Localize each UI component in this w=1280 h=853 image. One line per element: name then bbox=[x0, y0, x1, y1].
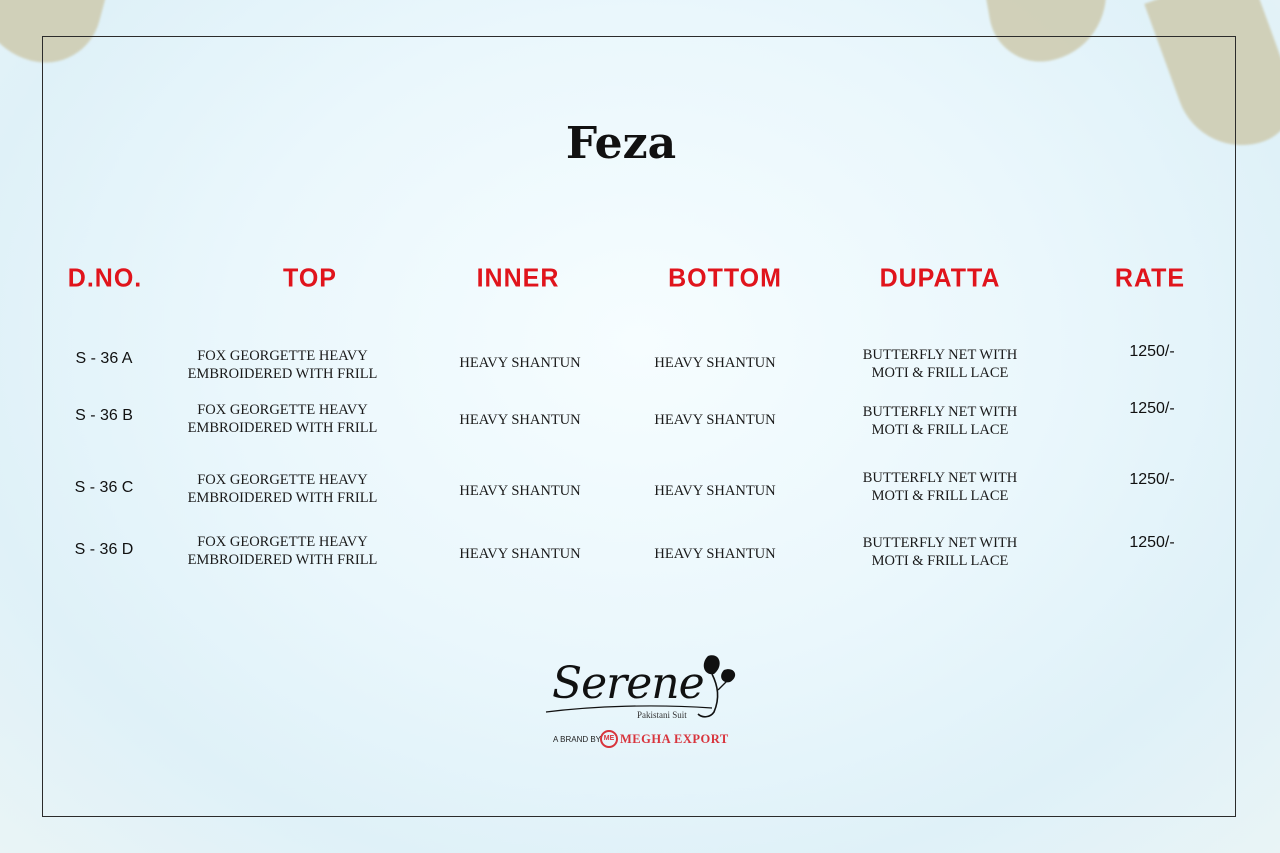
inner-cell: HEAVY SHANTUN bbox=[459, 483, 581, 499]
brand-logo bbox=[540, 650, 760, 760]
bottom-cell: HEAVY SHANTUN bbox=[654, 412, 776, 428]
top-line-1: FOX GEORGETTE HEAVY bbox=[197, 534, 368, 550]
rate-cell: 1250/- bbox=[1129, 343, 1175, 360]
dupatta-line-1: BUTTERFLY NET WITH bbox=[862, 535, 1018, 551]
top-line-2: EMBROIDERED WITH FRILL bbox=[187, 366, 378, 382]
brand-by-label: A BRAND BY bbox=[553, 735, 602, 744]
top-line-2: EMBROIDERED WITH FRILL bbox=[187, 490, 378, 506]
dno-cell: S - 36 D bbox=[74, 541, 134, 558]
top-cell bbox=[160, 347, 405, 383]
top-cell bbox=[160, 533, 405, 569]
header-inner: INNER bbox=[476, 263, 560, 293]
dno-cell: S - 36 A bbox=[75, 350, 133, 367]
top-line-2: EMBROIDERED WITH FRILL bbox=[187, 420, 378, 436]
underline-swash-icon bbox=[544, 700, 714, 716]
page-title: Feza bbox=[565, 118, 677, 169]
dupatta-line-2: MOTI & FRILL LACE bbox=[871, 553, 1009, 569]
dupatta-line-1: BUTTERFLY NET WITH bbox=[862, 470, 1018, 486]
header-rate: RATE bbox=[1114, 263, 1186, 293]
inner-cell: HEAVY SHANTUN bbox=[459, 412, 581, 428]
bottom-cell: HEAVY SHANTUN bbox=[654, 355, 776, 371]
top-line-1: FOX GEORGETTE HEAVY bbox=[197, 348, 368, 364]
dupatta-line-2: MOTI & FRILL LACE bbox=[871, 422, 1009, 438]
inner-cell: HEAVY SHANTUN bbox=[459, 546, 581, 562]
dupatta-cell bbox=[840, 469, 1040, 505]
rate-cell: 1250/- bbox=[1129, 471, 1175, 488]
top-cell bbox=[160, 471, 405, 507]
dupatta-line-1: BUTTERFLY NET WITH bbox=[862, 404, 1018, 420]
top-line-1: FOX GEORGETTE HEAVY bbox=[197, 472, 368, 488]
inner-cell: HEAVY SHANTUN bbox=[459, 355, 581, 371]
header-bottom: BOTTOM bbox=[668, 263, 782, 293]
dupatta-cell bbox=[840, 346, 1040, 382]
bottom-cell: HEAVY SHANTUN bbox=[654, 546, 776, 562]
top-line-1: FOX GEORGETTE HEAVY bbox=[197, 402, 368, 418]
dno-cell: S - 36 C bbox=[74, 479, 134, 496]
header-dupatta: DUPATTA bbox=[879, 263, 1001, 293]
dupatta-cell bbox=[840, 534, 1040, 570]
megha-export-badge-icon: ME bbox=[600, 730, 618, 748]
top-line-2: EMBROIDERED WITH FRILL bbox=[187, 552, 378, 568]
dno-cell: S - 36 B bbox=[75, 407, 133, 424]
top-cell bbox=[160, 401, 405, 437]
bottom-cell: HEAVY SHANTUN bbox=[654, 483, 776, 499]
dupatta-line-2: MOTI & FRILL LACE bbox=[871, 365, 1009, 381]
brand-name: Serene bbox=[552, 658, 704, 709]
dupatta-cell bbox=[840, 403, 1040, 439]
company-name: MEGHA EXPORT bbox=[620, 732, 729, 746]
header-dno: D.NO. bbox=[67, 263, 143, 293]
rate-cell: 1250/- bbox=[1129, 400, 1175, 417]
header-top: TOP bbox=[283, 263, 337, 293]
dupatta-line-1: BUTTERFLY NET WITH bbox=[862, 347, 1018, 363]
brand-tagline: Pakistani Suit bbox=[637, 710, 687, 720]
rate-cell: 1250/- bbox=[1129, 534, 1175, 551]
dupatta-line-2: MOTI & FRILL LACE bbox=[871, 488, 1009, 504]
